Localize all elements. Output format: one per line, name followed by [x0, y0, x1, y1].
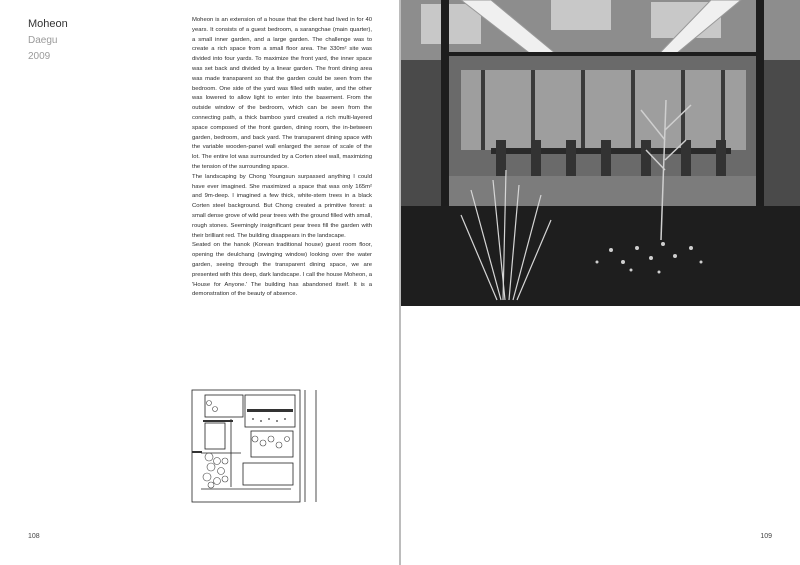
- page-number-right: 109: [760, 533, 772, 540]
- paragraph-2: The landscaping by Chong Youngsun surpassed anything I could have ever imagined. She maximized a space that was only 165m² and 9m-deep. I imagined a few thick, white-stem trees in a black Corten steel background. But Chong created a primitive forest: a small dense grove of wild pear trees with the ground filled with small, rough stones. Seemingly insignificant pear trees fill the garden with their brilliant red. The building disappears in the landscape.: [192, 173, 372, 239]
- right-page: [401, 0, 800, 565]
- body-text: [192, 16, 372, 300]
- project-city: Daegu: [28, 35, 58, 46]
- interior-garden-photo: [401, 0, 800, 306]
- site-plan-drawing: [191, 389, 319, 505]
- project-year: 2009: [28, 51, 51, 62]
- page-number-left: 108: [28, 533, 40, 540]
- project-title: Moheon: [28, 18, 68, 30]
- paragraph-3: Seated on the hanok (Korean traditional house) guest room floor, opening the deulchang (swinging window) looking over the water garden, seeing through the transparent dining space, we are presented with this deep, dark landscape. I call the house Moheon, a 'House for Anyone.' The building has abandoned itself. It is a demonstration of the beauty of absence.: [192, 242, 372, 298]
- paragraph-1: Moheon is an extension of a house that the client had lived in for 40 years. It consists of a guest bedroom, a sarangchae (main quarter), a small inner garden, and a large garden. The challenge was to create a rich space from a small floor area. The 330m² site was divided into four yards. To maximize the front yard, the inner space was set back and divided by a linear garden. The front dining area was made transparent so that the garden could be seen from the bedroom. One side of the yard was filled with water, and the other was lowered to allow light to enter into the basement. From the outside window of the bedroom, which can be seen from the connecting path, a thick bamboo yard created a rich multi-layered space composed of the front garden, dining room, the in-between garden, bedroom, and back yard. The transparent dining space with the variable wooden-panel wall enlarged the sense of scale of the lot. The entire lot was surrounded by a Corten steel wall, maximizing the tension of the surrounding space.: [192, 17, 372, 170]
- left-page: [0, 0, 399, 565]
